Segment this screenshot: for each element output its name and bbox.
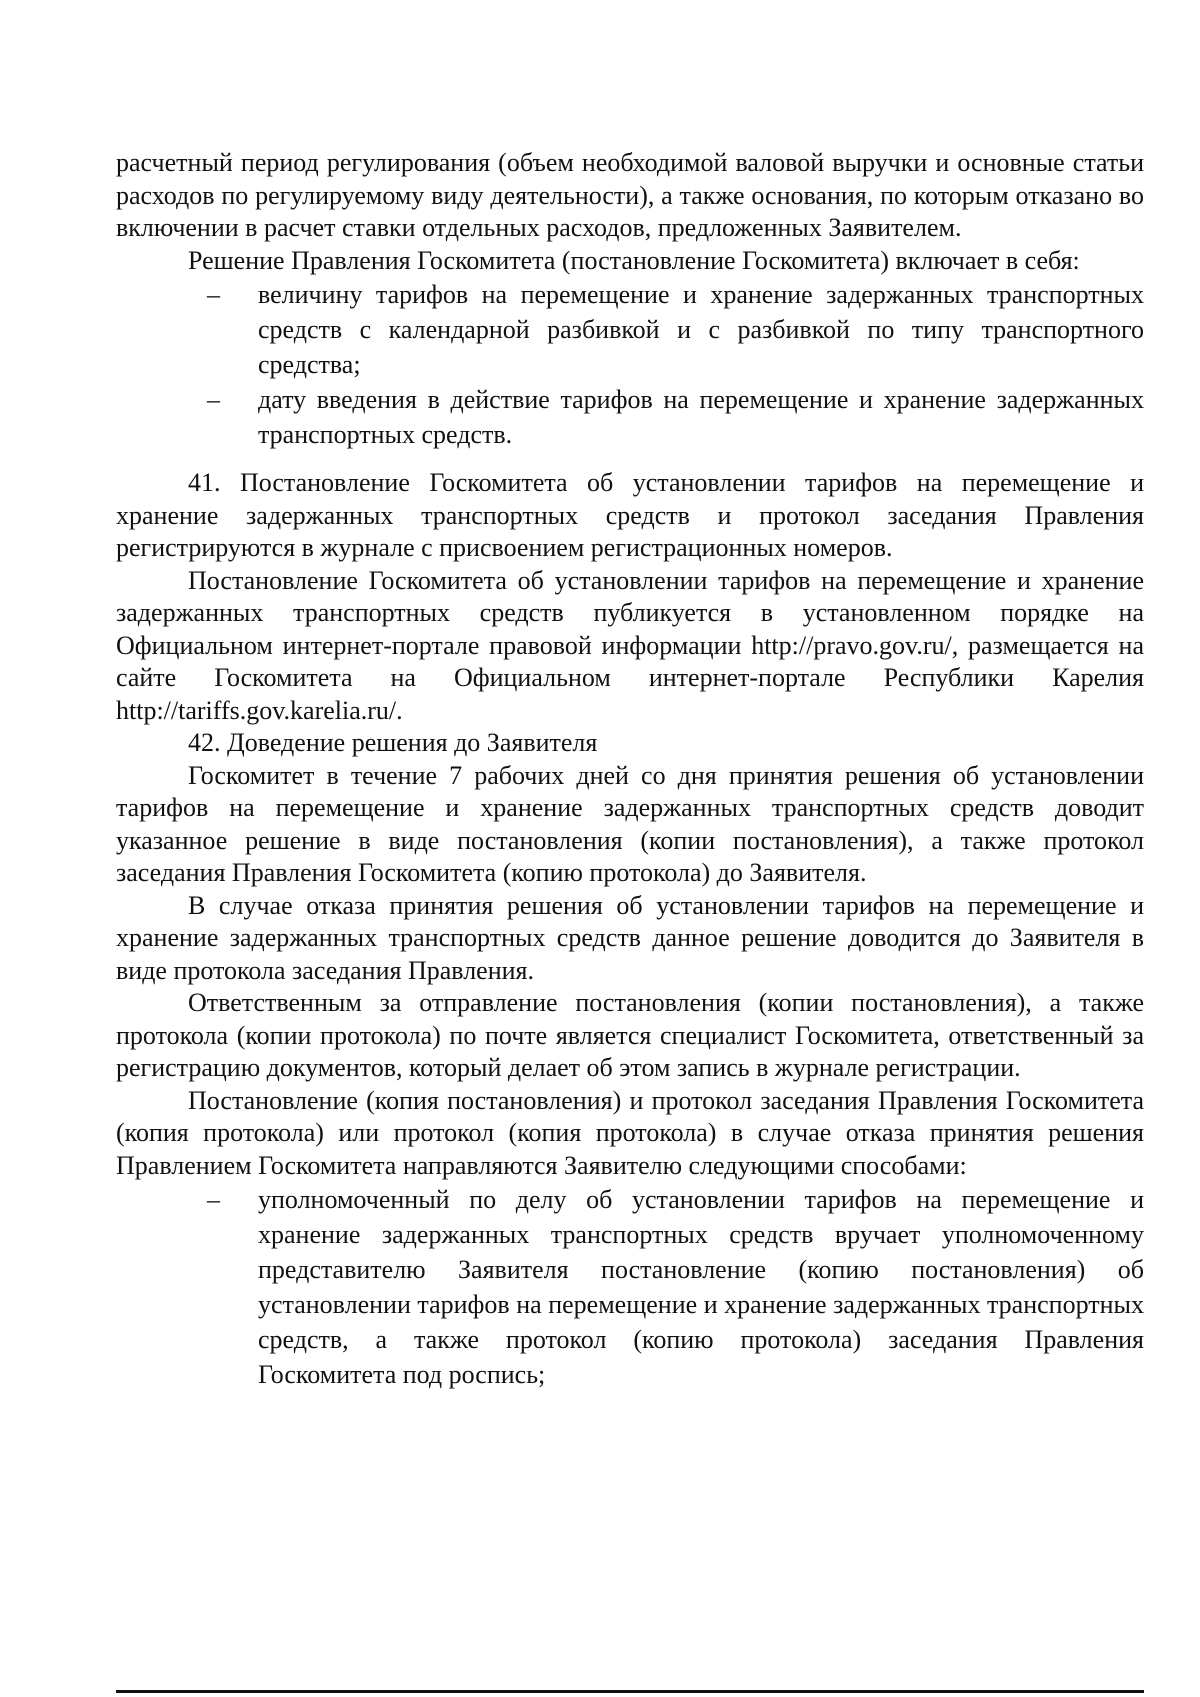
paragraph-delivery-methods: Постановление (копия постановления) и протокол заседания Правления Госкомитета (копия протокола) или протокол (копия протокола) в случае отказа принятия решения Правлением Госкомитета направляются Заявителю следующими способами: [116, 1085, 1144, 1180]
list-item-text: уполномоченный по делу об установлении тарифов на перемещение и хранение задержанных транспортных средств вручает уполномоченному представителю Заявителя постановление (копию постановления) об установлении тарифов на перемещение и хранение задержанных транспортных средств, а также протокол (копию протокола) заседания Правления Госкомитета под роспись; [258, 1185, 1144, 1389]
spacer [116, 452, 1144, 467]
list-item [116, 382, 1144, 452]
paragraph-refusal: В случае отказа принятия решения об установлении тарифов на перемещение и хранение задержанных транспортных средств данное решение доводится до Заявителя в виде протокола заседания Правления. [116, 890, 1144, 985]
paragraph-41: 41. Постановление Госкомитета об установлении тарифов на перемещение и хранение задержанных транспортных средств и протокол заседания Правления регистрируются в журнале с присвоением регистрационных номеров. [116, 468, 1144, 562]
list-item-text: величину тарифов на перемещение и хранение задержанных транспортных средств с календарной разбивкой и с разбивкой по типу транспортного средства; [258, 280, 1144, 379]
decision-contents-list [116, 277, 1144, 452]
dash-bullet: – [207, 385, 220, 414]
list-item [116, 1182, 1144, 1392]
list-item-text: дату введения в действие тарифов на перемещение и хранение задержанных транспортных средств. [258, 385, 1144, 449]
footer-divider [116, 1690, 1144, 1693]
paragraph-42-heading: 42. Доведение решения до Заявителя [188, 728, 598, 757]
list-item [116, 277, 1144, 382]
paragraph-notification: Госкомитет в течение 7 рабочих дней со дня принятия решения об установлении тарифов на перемещение и хранение задержанных транспортных средств доводит указанное решение в виде постановления (копии постановления), а также протокол заседания Правления Госкомитета (копию протокола) до Заявителя. [116, 760, 1144, 887]
paragraph-decision-contents: Решение Правления Госкомитета (постановление Госкомитета) включает в себя: [188, 245, 1080, 275]
paragraph-continuation: расчетный период регулирования (объем необходимой валовой выручки и основные статьи расходов по регулируемому виду деятельности), а также основания, по которым отказано во включении в расчет ставки отдельных расходов, предложенных Заявителем. [116, 148, 1144, 242]
paragraph-responsible: Ответственным за отправление постановления (копии постановления), а также протокола (копии протокола) по почте является специалист Госкомитета, ответственный за регистрацию документов, который делает об этом запись в журнале регистрации. [116, 988, 1144, 1082]
paragraph-publication: Постановление Госкомитета об установлении тарифов на перемещение и хранение задержанных транспортных средств публикуется в установленном порядке на Официальном интернет-портале правовой информации http://pravo.gov.ru/, размещается на сайте Госкомитета на Официальном интернет-портале Республики Карелия http://tariffs.gov.karelia.ru/. [116, 565, 1144, 725]
dash-bullet: – [207, 1185, 220, 1214]
delivery-methods-list [116, 1182, 1144, 1392]
dash-bullet: – [207, 280, 220, 309]
document-page [116, 147, 1144, 1392]
